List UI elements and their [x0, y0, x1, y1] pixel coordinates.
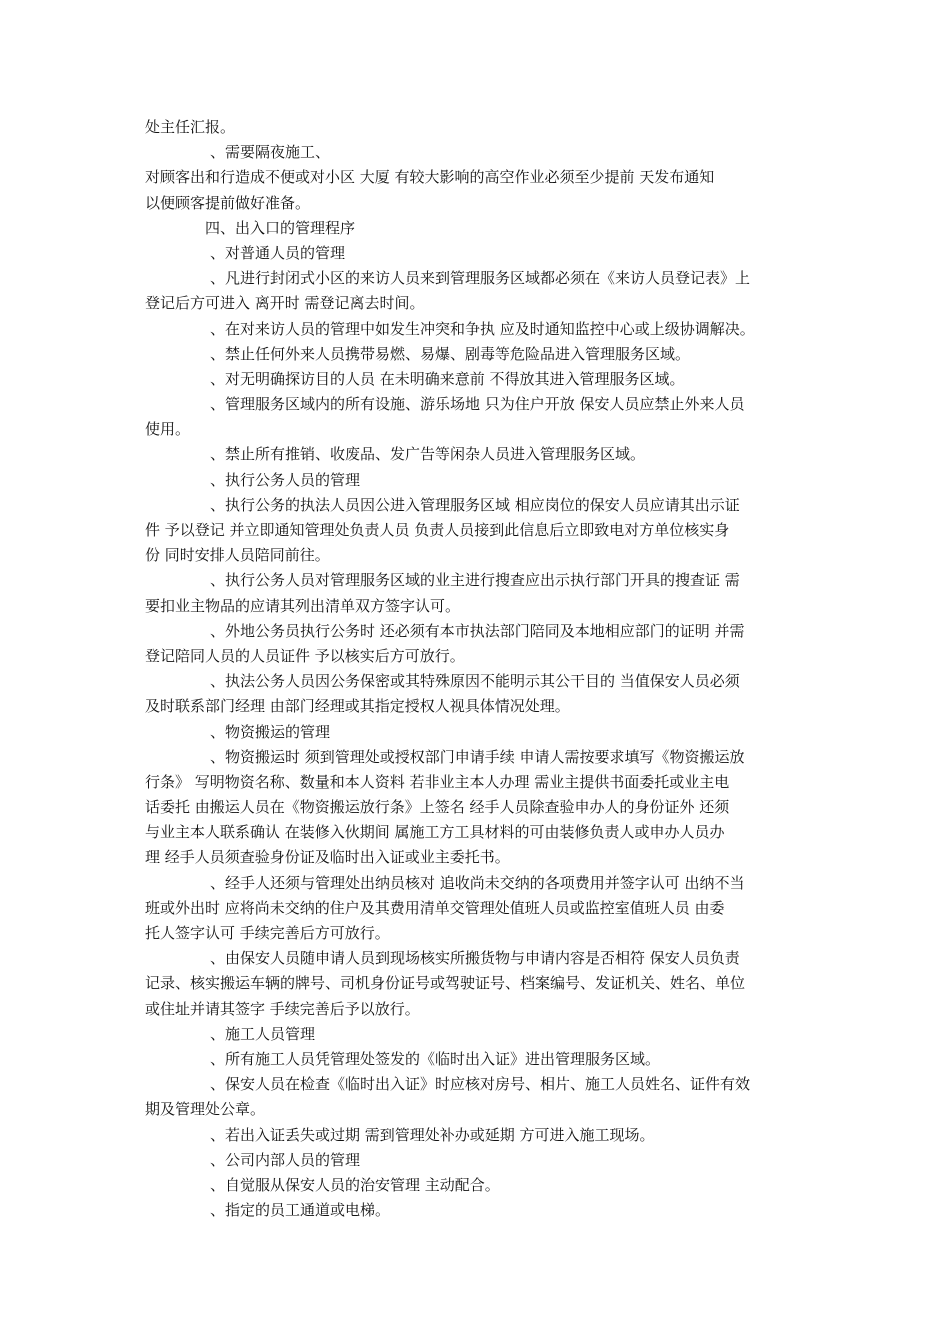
text-line: 、外地公务员执行公务时 还必须有本市执法部门陪同及本地相应部门的证明 并需	[210, 621, 745, 640]
subsection-heading: 、公司内部人员的管理	[210, 1150, 361, 1169]
text-line: 行条》 写明物资名称、数量和本人资料 若非业主本人办理 需业主提供书面委托或业主电	[145, 772, 730, 791]
text-line: 、执行公务的执法人员因公进入管理服务区域 相应岗位的保安人员应请其出示证	[210, 495, 740, 514]
text-line: 登记陪同人员的人员证件 予以核实后方可放行。	[145, 646, 465, 665]
text-line: 要扣业主物品的应请其列出清单双方签字认可。	[145, 596, 461, 615]
text-line: 对顾客出和行造成不便或对小区 大厦 有较大影响的高空作业必须至少提前 天发布通知	[145, 168, 715, 187]
subsection-heading: 、物资搬运的管理	[210, 722, 331, 741]
subsection-heading: 、执行公务人员的管理	[210, 470, 361, 489]
text-line: 期及管理处公章。	[145, 1100, 266, 1119]
text-line: 、经手人还须与管理处出纳员核对 追收尚未交纳的各项费用并签字认可 出纳不当	[210, 873, 745, 892]
section-heading: 四、出入口的管理程序	[205, 218, 356, 237]
text-line: 班或外出时 应将尚未交纳的住户及其费用清单交管理处值班人员或监控室值班人员 由委	[145, 898, 725, 917]
text-line: 托人签字认可 手续完善后方可放行。	[145, 924, 390, 942]
text-line: 及时联系部门经理 由部门经理或其指定授权人视具体情况处理。	[145, 697, 570, 716]
text-line: 件 予以登记 并立即通知管理处负责人员 负责人员接到此信息后立即致电对方单位核实身	[145, 521, 730, 539]
text-line: 、指定的员工通道或电梯。	[210, 1201, 391, 1220]
text-line: 处主任汇报。	[145, 118, 236, 136]
text-line: 使用。	[145, 420, 191, 439]
text-line: 份 同时安排人员陪同前往。	[145, 546, 330, 565]
document-body	[145, 115, 810, 1223]
text-line: 、在对来访人员的管理中如发生冲突和争执 应及时通知监控中心或上级协调解决。	[210, 319, 755, 338]
text-line: 、保安人员在检查《临时出入证》时应核对房号、相片、施工人员姓名、证件有效	[210, 1075, 751, 1094]
text-line: 、禁止任何外来人员携带易燃、易爆、剧毒等危险品进入管理服务区域。	[210, 344, 691, 363]
text-line: 以便顾客提前做好准备。	[145, 193, 311, 212]
text-line: 话委托 由搬运人员在《物资搬运放行条》上签名 经手人员除查验申办人的身份证外 还须	[145, 798, 730, 817]
text-line: 、执行公务人员对管理服务区域的业主进行搜查应出示执行部门开具的搜查证 需	[210, 571, 740, 590]
text-line: 、自觉服从保安人员的治安管理 主动配合。	[210, 1175, 500, 1194]
text-line: 、管理服务区域内的所有设施、游乐场地 只为住户开放 保安人员应禁止外来人员	[210, 395, 745, 414]
text-line: 、物资搬运时 须到管理处或授权部门申请手续 申请人需按要求填写《物资搬运放	[210, 747, 745, 766]
text-line: 或住址并请其签字 手续完善后予以放行。	[145, 999, 420, 1018]
text-line: 登记后方可进入 离开时 需登记离去时间。	[145, 294, 425, 313]
text-line: 、若出入证丢失或过期 需到管理处补办或延期 方可进入施工现场。	[210, 1125, 655, 1144]
subsection-heading: 、对普通人员的管理	[210, 243, 346, 262]
text-line: 、对无明确探访目的人员 在未明确来意前 不得放其进入管理服务区域。	[210, 369, 685, 388]
text-line: 、需要隔夜施工、	[210, 143, 331, 162]
subsection-heading: 、施工人员管理	[210, 1024, 316, 1043]
text-line: 、凡进行封闭式小区的来访人员来到管理服务区域都必须在《来访人员登记表》上	[210, 269, 751, 288]
text-line: 、由保安人员随申请人员到现场核实所搬货物与申请内容是否相符 保安人员负责	[210, 949, 740, 968]
text-line: 记录、核实搬运车辆的牌号、司机身份证号或驾驶证号、档案编号、发证机关、姓名、单位	[145, 974, 746, 993]
text-line: 、禁止所有推销、收废品、发广告等闲杂人员进入管理服务区域。	[210, 445, 646, 464]
text-line: 与业主本人联系确认 在装修入伙期间 属施工方工具材料的可由装修负责人或申办人员办	[145, 823, 725, 842]
text-line: 、所有施工人员凭管理处签发的《临时出入证》进出管理服务区域。	[210, 1049, 661, 1068]
text-line: 、执法公务人员因公务保密或其特殊原因不能明示其公干目的 当值保安人员必须	[210, 672, 740, 691]
text-line: 理 经手人员须查验身份证及临时出入证或业主委托书。	[145, 848, 510, 867]
